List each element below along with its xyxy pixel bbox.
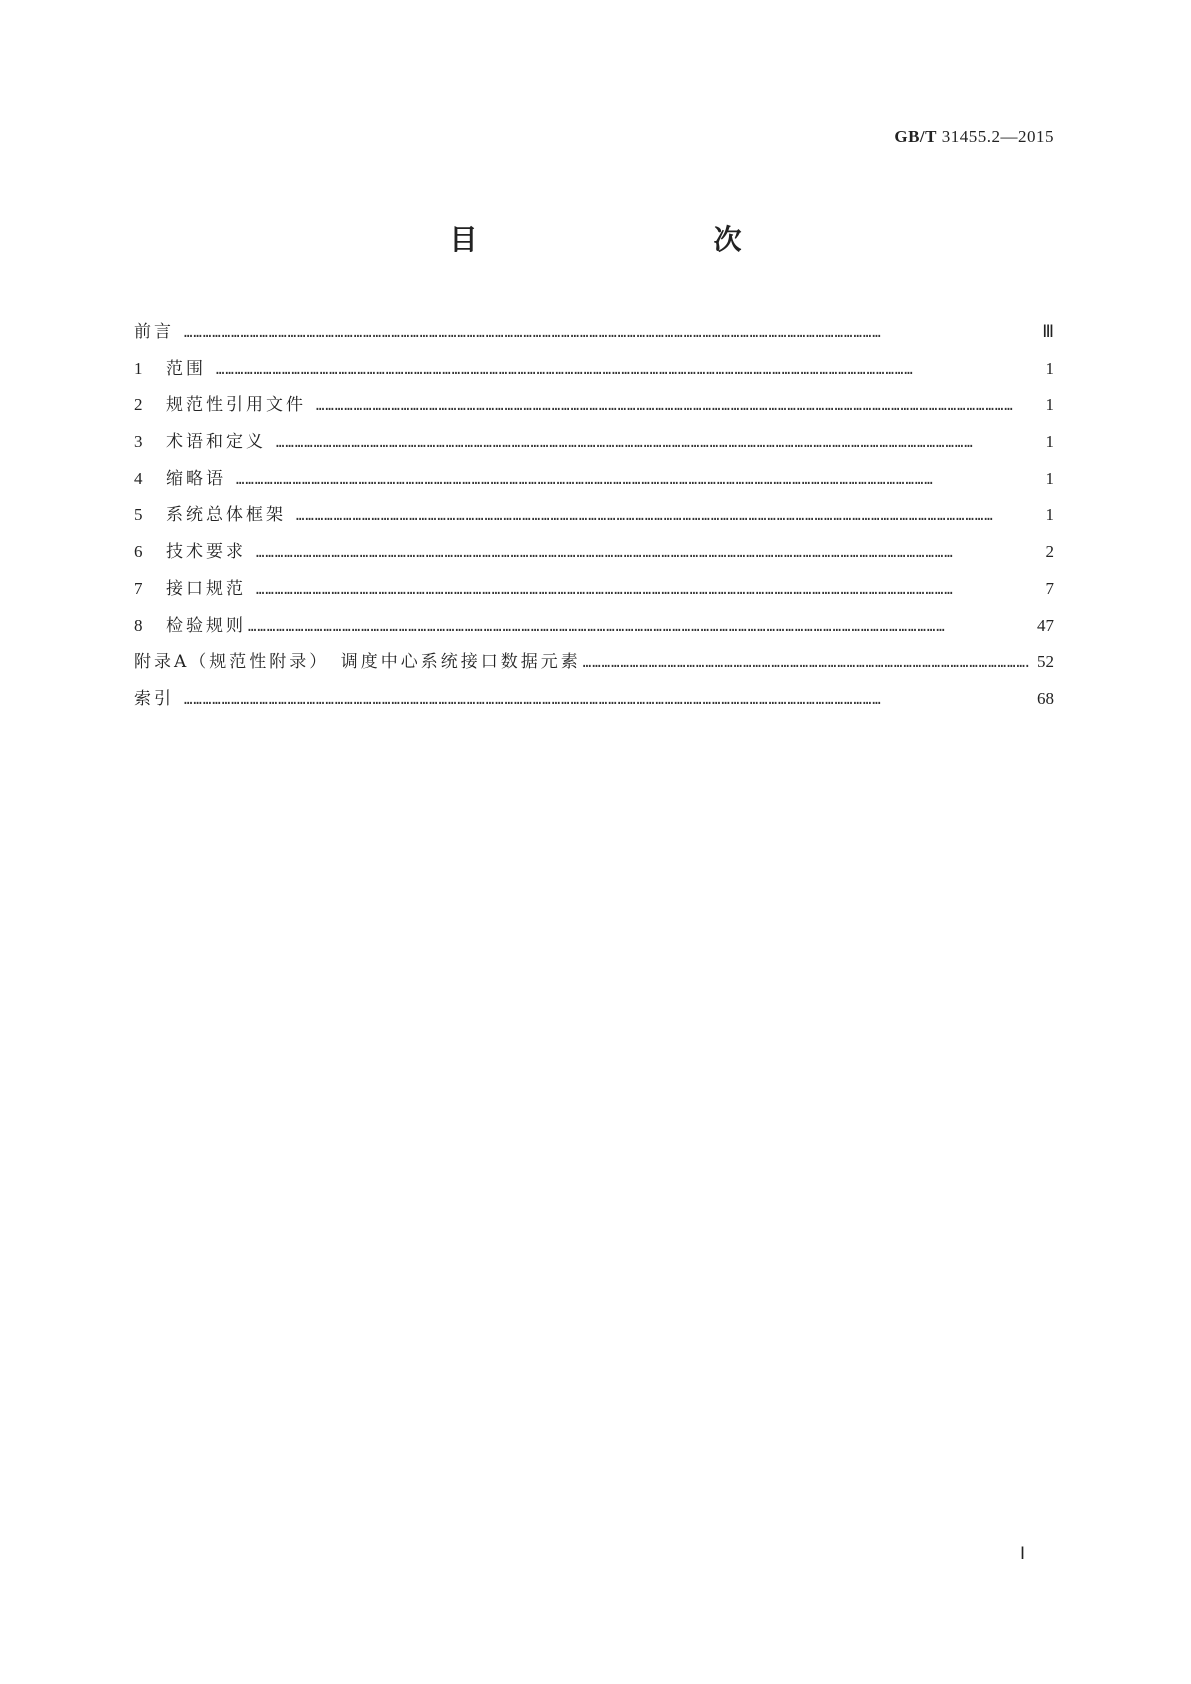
toc-entry-number: 5 — [134, 505, 143, 525]
toc-entry-page: 2 — [1045, 542, 1054, 562]
toc-entry-label: 系统总体框架 — [166, 505, 286, 526]
toc-leader-dots — [583, 656, 1029, 670]
toc-entry-page: 1 — [1045, 395, 1054, 415]
toc-leader-dots — [184, 326, 1034, 340]
toc-entry-page: 1 — [1045, 432, 1054, 452]
toc-entry-foreword[interactable] — [134, 323, 1054, 360]
toc-entry-normative-references[interactable] — [134, 396, 1054, 433]
toc-entry-number: 3 — [134, 432, 143, 452]
toc-entry-label: 附录A（规范性附录） 调度中心系统接口数据元素 — [134, 652, 581, 673]
toc-entry-terms-definitions[interactable] — [134, 433, 1054, 470]
toc-leader-dots — [216, 363, 1034, 377]
toc-leader-dots — [256, 546, 1034, 560]
toc-leader-dots — [236, 473, 1034, 487]
toc-entry-inspection-rules[interactable] — [134, 617, 1054, 654]
toc-entry-number: 2 — [134, 395, 143, 415]
page-title: 目 次 — [449, 223, 802, 256]
toc-entry-technical-requirements[interactable] — [134, 543, 1054, 580]
toc-entry-label: 术语和定义 — [166, 432, 266, 453]
page-number: Ⅰ — [1020, 1544, 1026, 1563]
toc-entry-label: 范围 — [166, 358, 206, 379]
toc-entry-number: 4 — [134, 468, 143, 488]
toc-entry-interface-specification[interactable] — [134, 580, 1054, 617]
toc-entry-page: 47 — [1037, 615, 1054, 635]
document-code — [894, 127, 1054, 147]
toc-entry-label: 索引 — [134, 688, 174, 709]
toc-entry-number: 1 — [134, 358, 143, 378]
toc-entry-index[interactable] — [134, 690, 1054, 727]
toc-entry-number: 6 — [134, 542, 143, 562]
toc-entry-page: 52 — [1037, 652, 1054, 672]
toc-leader-dots — [184, 693, 1029, 707]
toc-leader-dots — [316, 399, 1034, 413]
document-code-prefix: GB/T — [894, 127, 937, 146]
toc-entry-page: 1 — [1045, 358, 1054, 378]
toc-entry-label: 接口规范 — [166, 578, 246, 599]
toc-entry-label: 检验规则 — [166, 615, 246, 636]
toc-entry-label: 缩略语 — [166, 468, 226, 489]
table-of-contents — [134, 323, 1054, 727]
document-code-number: 31455.2—2015 — [941, 127, 1054, 146]
toc-leader-dots — [296, 509, 1034, 523]
toc-entry-page: 1 — [1045, 505, 1054, 525]
toc-entry-system-framework[interactable] — [134, 506, 1054, 543]
toc-entry-number: 7 — [134, 578, 143, 598]
toc-entry-scope[interactable] — [134, 360, 1054, 397]
toc-entry-page: Ⅲ — [1042, 322, 1054, 341]
toc-entry-page: 68 — [1037, 688, 1054, 708]
toc-entry-page: 1 — [1045, 468, 1054, 488]
toc-entry-abbreviations[interactable] — [134, 470, 1054, 507]
toc-leader-dots — [256, 583, 1034, 597]
toc-leader-dots — [248, 620, 1029, 634]
toc-entry-page: 7 — [1045, 578, 1054, 598]
toc-entry-annex-a[interactable] — [134, 653, 1054, 690]
toc-leader-dots — [276, 436, 1034, 450]
toc-entry-label: 前言 — [134, 322, 174, 342]
toc-entry-label: 规范性引用文件 — [166, 395, 306, 416]
toc-entry-label: 技术要求 — [166, 542, 246, 563]
toc-entry-number: 8 — [134, 615, 143, 635]
